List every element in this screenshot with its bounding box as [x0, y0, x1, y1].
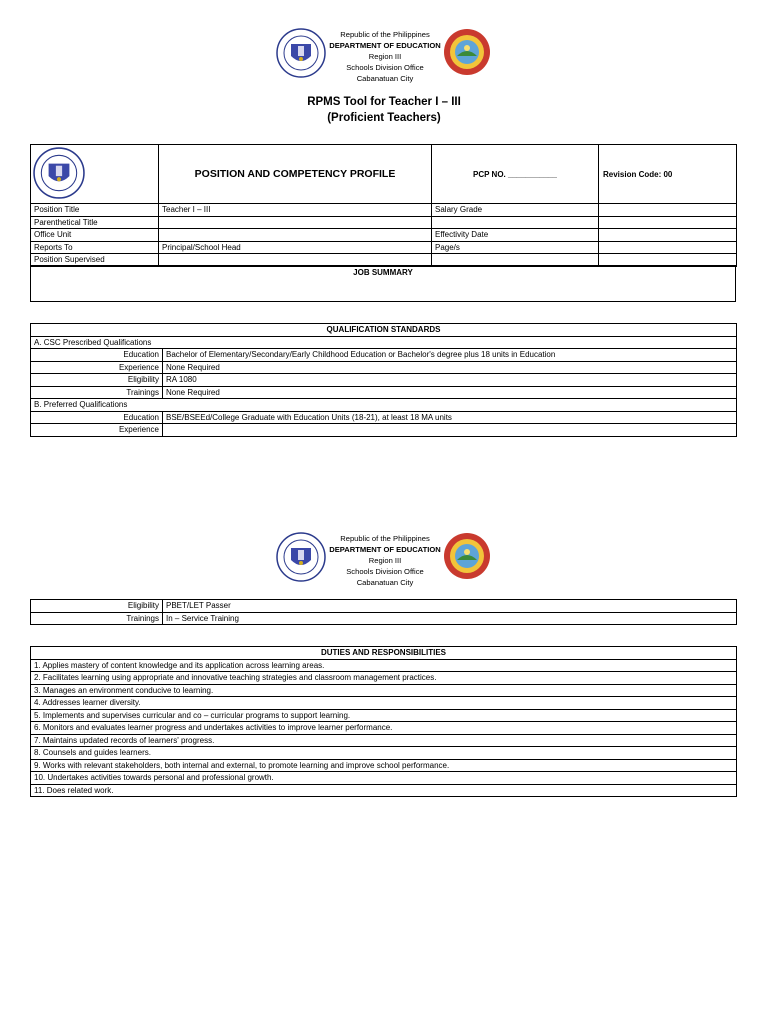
duty-item: 10. Undertakes activities towards personal and professional growth. [31, 772, 737, 785]
field-value [599, 241, 737, 254]
duty-item: 5. Implements and supervises curricular and co – curricular programs to support learning. [31, 709, 737, 722]
field-label: Salary Grade [432, 204, 599, 217]
qualification-label: Education [31, 411, 163, 424]
field-label: Page/s [432, 241, 599, 254]
profile-header-table [30, 144, 737, 204]
list-item [31, 747, 737, 760]
header-republic: Republic of the Philippines [340, 30, 430, 39]
preferred-qualifications-heading: B. Preferred Qualifications [31, 399, 737, 412]
qualification-label: Trainings [31, 612, 163, 625]
agency-header [310, 29, 460, 84]
duty-item: 7. Maintains updated records of learners' progress. [31, 734, 737, 747]
header-republic: Republic of the Philippines [340, 534, 430, 543]
duty-item: 3. Manages an environment conducive to learning. [31, 684, 737, 697]
qualification-label: Experience [31, 361, 163, 374]
list-item [31, 734, 737, 747]
duty-item: 11. Does related work. [31, 784, 737, 797]
agency-header-page2 [310, 533, 460, 588]
qualification-heading: QUALIFICATION STANDARDS [31, 324, 737, 337]
table-row [31, 216, 737, 229]
list-item [31, 672, 737, 685]
qualification-label: Eligibility [31, 374, 163, 387]
table-row [31, 399, 737, 412]
qualification-label: Education [31, 349, 163, 362]
table-row [31, 424, 737, 437]
qualification-value: None Required [163, 361, 737, 374]
header-division: Schools Division Office [346, 567, 424, 576]
table-row [31, 612, 737, 625]
qualification-value: Bachelor of Elementary/Secondary/Early Childhood Education or Bachelor's degree plus 18 units in Education [163, 349, 737, 362]
field-label: Parenthetical Title [31, 216, 159, 229]
field-value [599, 229, 737, 242]
qualification-value: PBET/LET Passer [163, 600, 737, 613]
qualification-table [30, 323, 737, 437]
header-city: Cabanatuan City [356, 578, 414, 587]
qualification-value: RA 1080 [163, 374, 737, 387]
qualification-value [163, 424, 737, 437]
header-department: DEPARTMENT OF EDUCATION [329, 545, 441, 554]
duties-heading: DUTIES AND RESPONSIBILITIES [31, 647, 737, 660]
revision-code: Revision Code: 00 [599, 145, 737, 204]
qualification-label: Experience [31, 424, 163, 437]
field-value [159, 216, 432, 229]
qualification-value: In – Service Training [163, 612, 737, 625]
field-label: Position Title [31, 204, 159, 217]
profile-logo-cell [31, 145, 159, 204]
deped-seal-icon [33, 147, 85, 199]
job-summary-table [30, 265, 736, 302]
title-line1: RPMS Tool for Teacher I – III [307, 96, 461, 108]
profile-info-table [30, 203, 737, 267]
field-label [432, 216, 599, 229]
table-row [31, 386, 737, 399]
continued-qualification-table [30, 599, 737, 625]
pcp-number: PCP NO. ___________ [432, 145, 599, 204]
list-item [31, 784, 737, 797]
field-value [599, 216, 737, 229]
table-row [31, 600, 737, 613]
table-row [31, 349, 737, 362]
duty-item: 4. Addresses learner diversity. [31, 697, 737, 710]
header-region: Region III [368, 52, 402, 61]
qualification-label: Eligibility [31, 600, 163, 613]
table-row [31, 336, 737, 349]
table-row [31, 229, 737, 242]
table-row [31, 374, 737, 387]
duty-item: 6. Monitors and evaluates learner progress and undertakes activities to improve learner performance. [31, 722, 737, 735]
header-region: Region III [368, 556, 402, 565]
qualification-value: BSE/BSEEd/College Graduate with Education Units (18-21), at least 18 MA units [163, 411, 737, 424]
field-value: Principal/School Head [159, 241, 432, 254]
table-row [31, 411, 737, 424]
field-label: Office Unit [31, 229, 159, 242]
list-item [31, 722, 737, 735]
duty-item: 2. Facilitates learning using appropriate and innovative teaching strategies and classroom management practices. [31, 672, 737, 685]
field-label: Position Supervised [31, 254, 159, 267]
job-summary-heading: JOB SUMMARY [31, 266, 736, 302]
list-item [31, 759, 737, 772]
header-division: Schools Division Office [346, 63, 424, 72]
duty-item: 8. Counsels and guides learners. [31, 747, 737, 760]
field-label: Effectivity Date [432, 229, 599, 242]
field-value [599, 204, 737, 217]
duty-item: 1. Applies mastery of content knowledge and its application across learning areas. [31, 659, 737, 672]
field-value [159, 229, 432, 242]
field-value: Teacher I – III [159, 204, 432, 217]
qualification-value: None Required [163, 386, 737, 399]
table-row [31, 361, 737, 374]
document-title [234, 94, 534, 126]
list-item [31, 659, 737, 672]
qualification-label: Trainings [31, 386, 163, 399]
list-item [31, 772, 737, 785]
field-label: Reports To [31, 241, 159, 254]
duties-table [30, 646, 737, 797]
header-city: Cabanatuan City [356, 74, 414, 83]
csc-qualifications-heading: A. CSC Prescribed Qualifications [31, 336, 737, 349]
table-row [31, 204, 737, 217]
list-item [31, 709, 737, 722]
header-department: DEPARTMENT OF EDUCATION [329, 41, 441, 50]
list-item [31, 684, 737, 697]
duty-item: 9. Works with relevant stakeholders, both internal and external, to promote learning and improve school performance. [31, 759, 737, 772]
table-row [31, 241, 737, 254]
list-item [31, 697, 737, 710]
title-line2: (Proficient Teachers) [327, 112, 441, 124]
profile-heading: POSITION AND COMPETENCY PROFILE [159, 145, 432, 204]
